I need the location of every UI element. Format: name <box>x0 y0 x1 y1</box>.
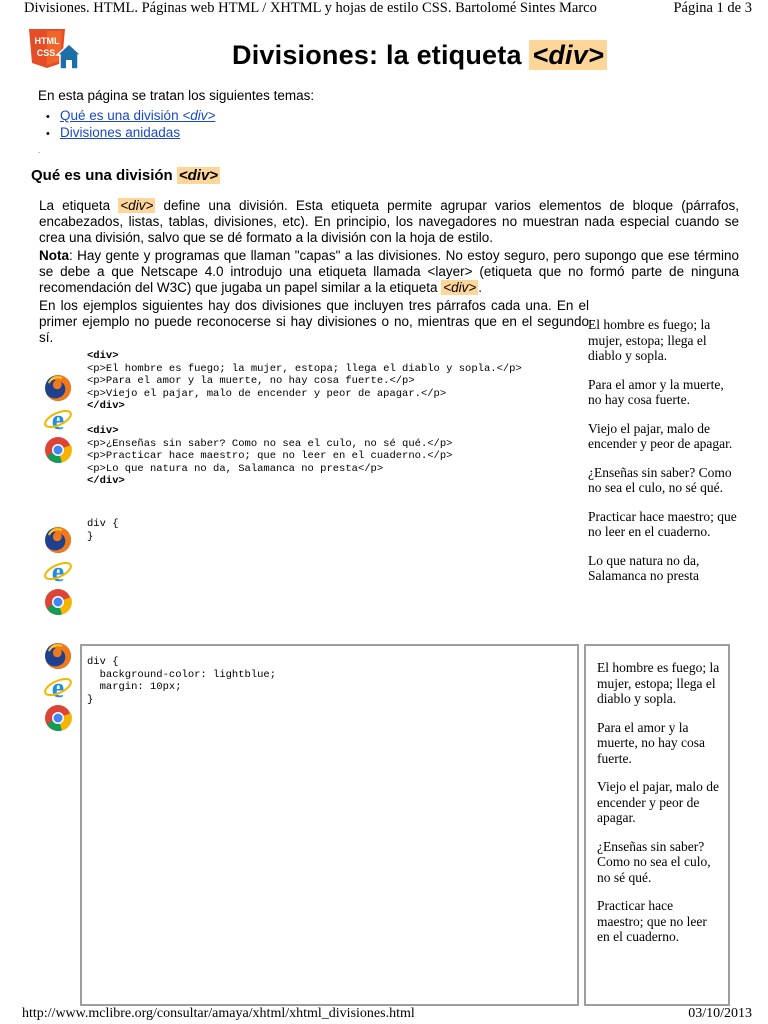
svg-text:e: e <box>51 557 65 586</box>
rendered-paragraph: Lo que natura no da, Salamanca no presta <box>588 552 700 583</box>
toc-item <box>60 125 215 142</box>
browser-icons-group <box>43 373 75 466</box>
html-css-logo[interactable] <box>27 27 83 71</box>
code-line: div { <box>87 518 119 530</box>
code-line: <div> <box>87 425 119 437</box>
code-line: <p>¿Enseñas sin saber? Como no sea el culo, no sé qué.</p> <box>87 437 453 450</box>
svg-text:e: e <box>51 673 65 702</box>
page-number: Página 1 de 3 <box>673 0 752 16</box>
table-of-contents <box>60 108 215 142</box>
code-line: <p>Para el amor y la muerte, no hay cosa fuerte.</p> <box>87 375 415 387</box>
rendered-paragraph: ¿Enseñas sin saber? Como no sea el culo, no sé qué. <box>588 464 732 495</box>
browser-icons-group <box>43 525 75 618</box>
svg-text:HTML: HTML <box>34 36 60 46</box>
svg-text:e: e <box>51 405 65 434</box>
code-line: } <box>87 530 94 543</box>
rendered-paragraph: Practicar hace maestro; que no leer en el cuaderno. <box>588 508 737 539</box>
code-line: </div> <box>87 400 125 412</box>
firefox-icon <box>43 525 73 555</box>
css-code-example-empty <box>87 518 119 543</box>
print-header <box>0 0 768 22</box>
print-footer <box>0 1006 768 1024</box>
code-line: background-color: lightblue; <box>87 668 277 681</box>
code-line <box>87 413 522 426</box>
rendered-paragraph: El hombre es fuego; la mujer, estopa; llega el diablo y sopla. <box>597 660 720 706</box>
rendered-paragraph: Viejo el pajar, malo de encender y peor de apagar. <box>588 420 733 451</box>
rendered-paragraph: Para el amor y la muerte, no hay cosa fuerte. <box>597 719 705 766</box>
css-code-example-lightblue <box>87 656 276 706</box>
footer-date: 03/10/2013 <box>688 1006 752 1021</box>
rendered-paragraph: Viejo el pajar, malo de encender y peor de apagar. <box>597 779 719 825</box>
code-line: <p>Viejo el pajar, malo de encender y peor de apagar.</p> <box>87 387 447 400</box>
internet-explorer-icon <box>43 672 73 702</box>
paragraph-definition: La etiqueta <div> define una división. Esta etiqueta permite agrupar varios elementos de bloque (párrafos, encabezados, listas, tablas, divisiones, etc). En principio, los navegadores no muestran nada especial cuando se crea una división, salvo que se dé formato a la división con la hoja de estilo. <box>39 198 740 245</box>
firefox-icon <box>43 373 73 403</box>
paragraph-note: Nota: Hay gente y programas que llaman "capas" a las divisiones. No estoy seguro, pero supongo que ese término se debe a que Netscape 4.0 introdujo una etiqueta llamada <layer> (etiqueta que no formó parte de ninguna recomendación del W3C) que jugaba un papel similar a la etiqueta <div> . <box>39 248 739 295</box>
rendered-paragraph: Para el amor y la muerte, no hay cosa fuerte. <box>588 376 724 407</box>
rendered-paragraph: ¿Enseñas sin saber? Como no sea el culo, no sé qué. <box>597 838 711 885</box>
footer-url: http://www.mclibre.org/consultar/amaya/xhtml/xhtml_divisiones.html <box>22 1006 415 1021</box>
separator-dot: . <box>38 146 41 155</box>
code-line: <div> <box>87 350 119 362</box>
code-line: div { <box>87 656 119 668</box>
firefox-icon <box>43 641 73 671</box>
rendered-paragraph: Practicar hace maestro; que no leer en el cuaderno. <box>597 898 707 944</box>
paragraph-examples: En los ejemplos siguientes hay dos divisiones que incluyen tres párrafos cada una. En el primer ejemplo no puede reconocerse si hay divisiones o no, mientras que en el segundo sí. <box>39 298 589 345</box>
internet-explorer-icon <box>43 556 73 586</box>
header-title: Divisiones. HTML. Páginas web HTML / XHTML y hojas de estilo CSS. Bartolomé Sintes Marco <box>24 0 597 16</box>
rendered-output-plain <box>588 317 738 597</box>
html-code-example <box>87 350 522 488</box>
code-line: } <box>87 693 94 706</box>
code-line: margin: 10px; <box>87 681 182 693</box>
browser-icons-group <box>43 641 75 734</box>
svg-text:CSS: CSS <box>36 48 56 58</box>
chrome-icon <box>43 435 73 465</box>
div-tag-highlight: <div> <box>529 40 607 70</box>
section-heading: Qué es una división <div> <box>31 167 219 184</box>
chrome-icon <box>43 703 73 733</box>
rendered-output-styled <box>597 660 722 958</box>
page-title: Divisiones: la etiqueta <div> <box>232 40 607 71</box>
toc-link-anidadas[interactable]: Divisiones anidadas <box>60 125 181 140</box>
rendered-paragraph: El hombre es fuego; la mujer, estopa; llega el diablo y sopla. <box>588 317 711 363</box>
code-line: <p>Lo que natura no da, Salamanca no presta</p> <box>87 462 384 475</box>
code-line: <p>Practicar hace maestro; que no leer en el cuaderno.</p> <box>87 450 453 462</box>
toc-item <box>60 108 215 125</box>
intro-text: En esta página se tratan los siguientes temas: <box>38 88 315 103</box>
internet-explorer-icon <box>43 404 73 434</box>
code-line: </div> <box>87 475 125 487</box>
chrome-icon <box>43 587 73 617</box>
toc-link-que-es[interactable]: Qué es una división <div> <box>60 108 216 123</box>
code-line: <p>El hombre es fuego; la mujer, estopa; llega el diablo y sopla.</p> <box>87 362 522 375</box>
